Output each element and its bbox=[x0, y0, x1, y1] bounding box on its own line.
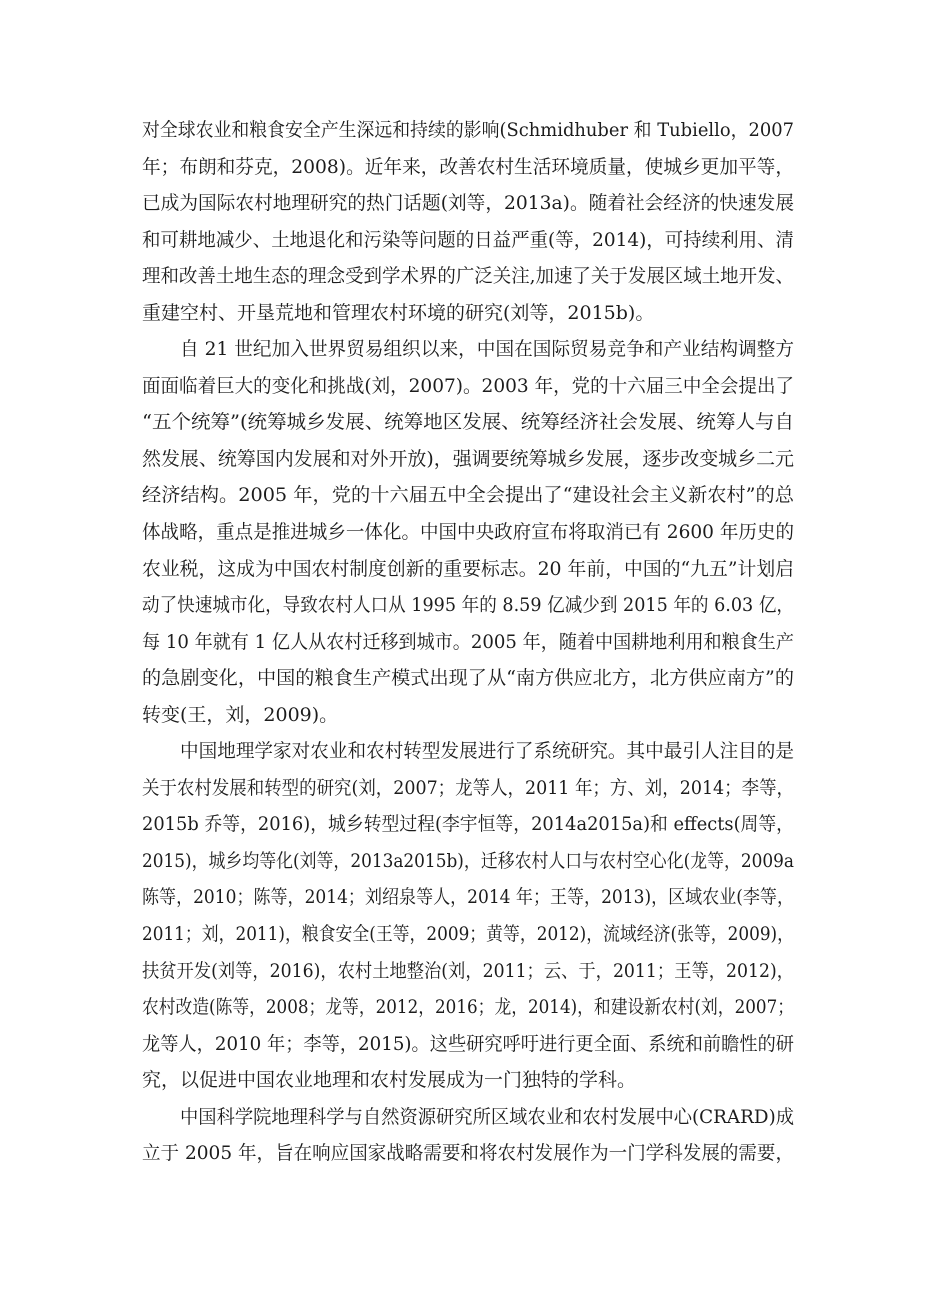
text-line: 龙等人，2010 年；李等，2015)。这些研究呼吁进行更全面、系统和前瞻性的研 bbox=[142, 1032, 794, 1055]
document-text bbox=[142, 112, 794, 1172]
text-line: 中国地理学家对农业和农村转型发展进行了系统研究。其中最引人注目的是 bbox=[180, 740, 794, 763]
text-line: 和可耕地减少、土地退化和污染等问题的日益严重(等，2014)，可持续利用、清 bbox=[142, 228, 794, 251]
text-line: 究，以促进中国农业地理和农村发展成为一门独特的学科。 bbox=[142, 1069, 637, 1092]
text-line: 理和改善土地生态的理念受到学术界的广泛关注,加速了关于发展区域土地开发、 bbox=[142, 265, 794, 288]
text-line: 体战略，重点是推进城乡一体化。中国中央政府宣布将取消已有 2600 年历史的 bbox=[142, 521, 794, 544]
text-line: 的急剧变化，中国的粮食生产模式出现了从“南方供应北方，北方供应南方”的 bbox=[142, 667, 794, 690]
text-line: 2011；刘，2011)，粮食安全(王等，2009；黄等，2012)，流域经济(张等，2009)， bbox=[142, 923, 794, 946]
text-line: “五个统筹”(统筹城乡发展、统筹地区发展、统筹经济社会发展、统筹人与自 bbox=[142, 411, 794, 434]
paragraph bbox=[142, 112, 794, 331]
text-line: 立于 2005 年，旨在响应国家战略需要和将农村发展作为一门学科发展的需要， bbox=[142, 1142, 794, 1165]
paragraph bbox=[142, 733, 794, 1098]
text-line: 已成为国际农村地理研究的热门话题(刘等，2013a)。随着社会经济的快速发展 bbox=[142, 192, 794, 215]
text-line: 陈等，2010；陈等，2014；刘绍泉等人，2014 年；王等，2013)，区域农业(李等， bbox=[142, 886, 794, 909]
text-line: 2015b 乔等，2016)，城乡转型过程(李宇恒等，2014a2015a)和 effects(周等， bbox=[142, 813, 794, 836]
text-line: 然发展、统筹国内发展和对外开放)，强调要统筹城乡发展，逐步改变城乡二元 bbox=[142, 447, 794, 470]
text-line: 经济结构。2005 年，党的十六届五中全会提出了“建设社会主义新农村”的总 bbox=[142, 484, 795, 507]
text-line: 重建空村、开垦荒地和管理农村环境的研究(刘等，2015b)。 bbox=[142, 301, 655, 324]
text-line: 转变(王，刘，2009)。 bbox=[142, 703, 339, 726]
paragraph bbox=[142, 1099, 794, 1172]
text-line: 2015)，城乡均等化(刘等，2013a2015b)，迁移农村人口与农村空心化(龙等，2009a bbox=[142, 849, 794, 872]
text-line: 对全球农业和粮食安全产生深远和持续的影响(Schmidhuber 和 Tubiello，2007 bbox=[142, 119, 794, 141]
text-line: 面面临着巨大的变化和挑战(刘，2007)。2003 年，党的十六届三中全会提出了 bbox=[142, 374, 794, 397]
text-line: 年；布朗和芬克，2008)。近年来，改善农村生活环境质量，使城乡更加平等， bbox=[142, 155, 794, 178]
text-line: 动了快速城市化，导致农村人口从 1995 年的 8.59 亿减少到 2015 年的 6.03 亿， bbox=[142, 594, 794, 617]
text-line: 中国科学院地理科学与自然资源研究所区域农业和农村发展中心(CRARD)成 bbox=[180, 1105, 794, 1128]
text-line: 农业税，这成为中国农村制度创新的重要标志。20 年前，中国的“九五”计划启 bbox=[142, 557, 794, 580]
text-line: 关于农村发展和转型的研究(刘，2007；龙等人，2011 年；方、刘，2014；李等， bbox=[142, 776, 794, 799]
text-line: 农村改造(陈等，2008；龙等，2012，2016；龙，2014)，和建设新农村(刘，2007； bbox=[142, 996, 794, 1019]
text-line: 每 10 年就有 1 亿人从农村迁移到城市。2005 年，随着中国耕地利用和粮食生产 bbox=[142, 630, 794, 653]
paragraph bbox=[142, 331, 794, 733]
text-line: 扶贫开发(刘等，2016)，农村土地整治(刘，2011；云、于，2011；王等，2012)， bbox=[142, 959, 794, 982]
text-line: 自 21 世纪加入世界贸易组织以来，中国在国际贸易竞争和产业结构调整方 bbox=[180, 338, 794, 361]
